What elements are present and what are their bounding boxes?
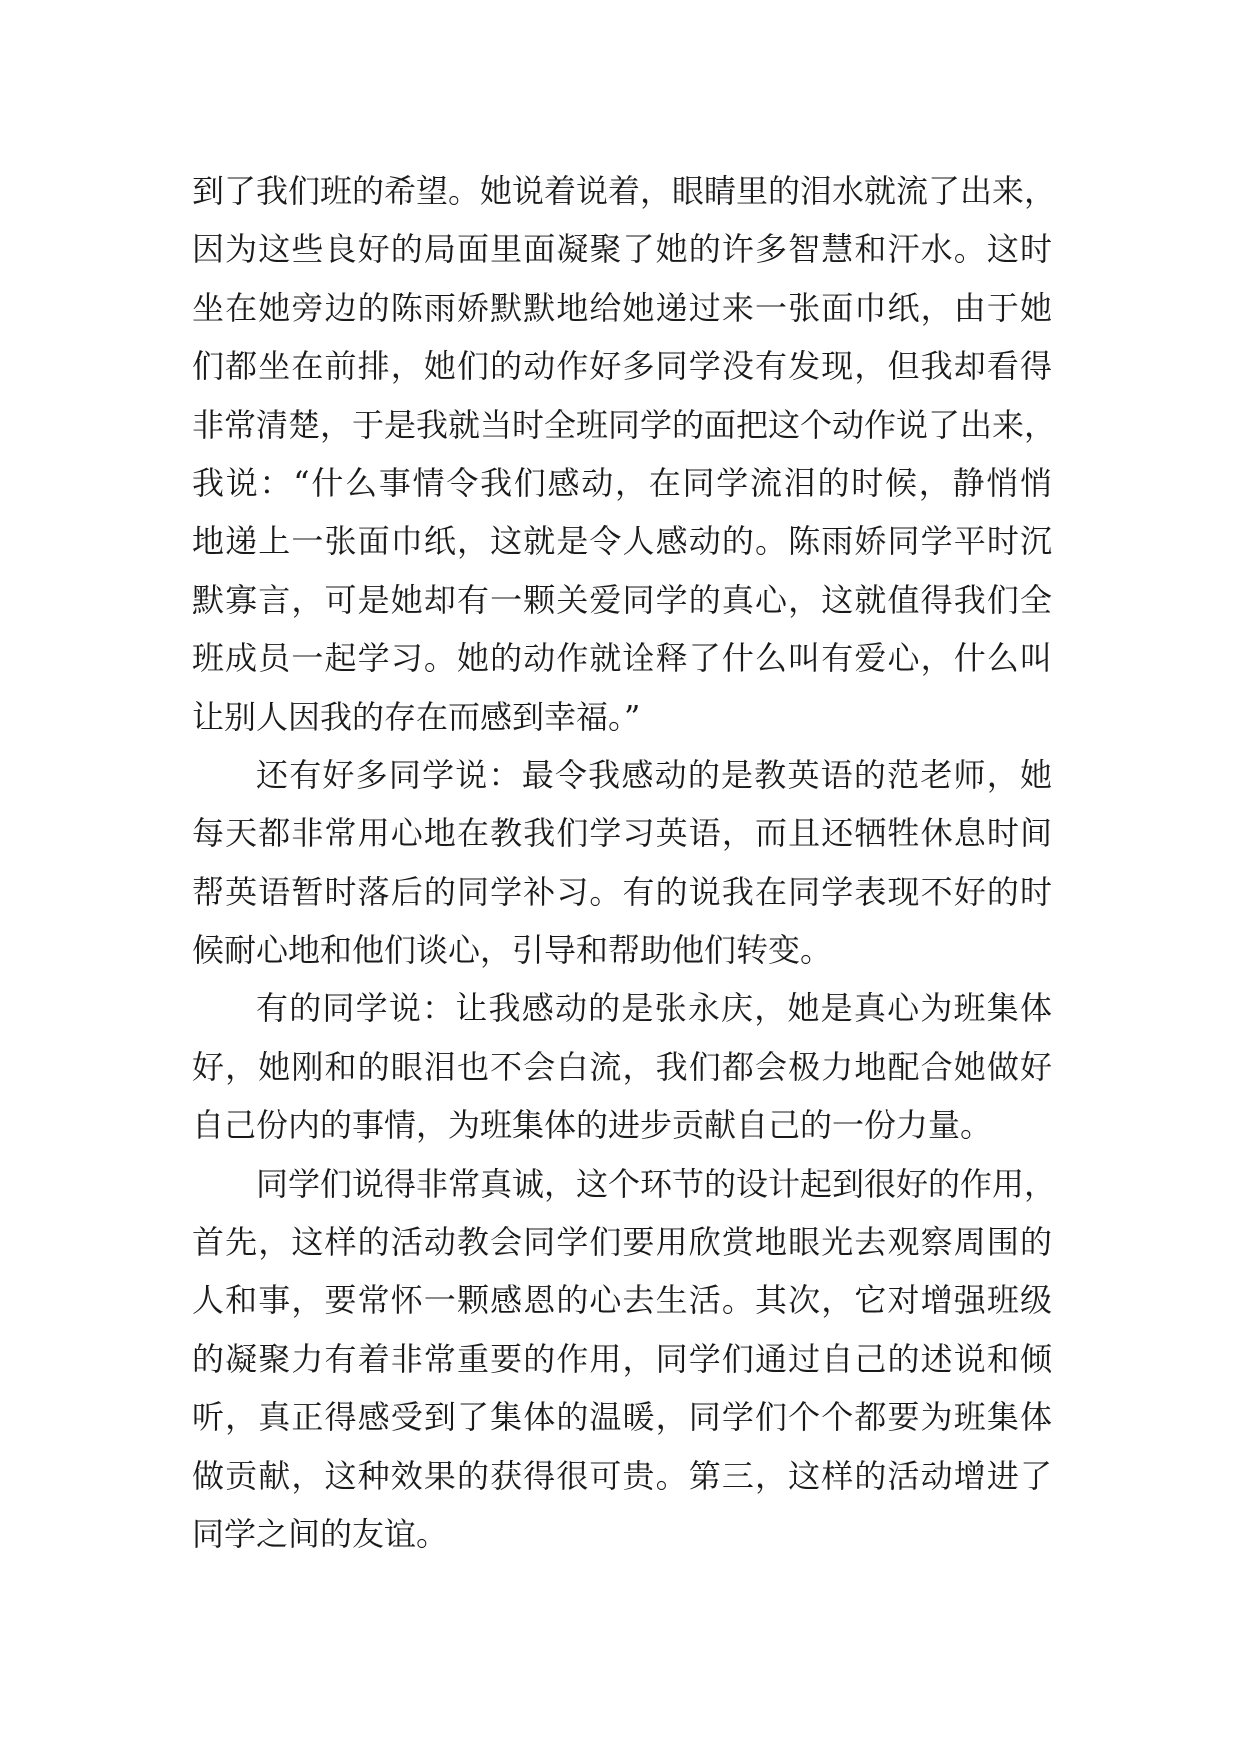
text-line: 听，真正得感受到了集体的温暖，同学们个个都要为班集体 bbox=[192, 1398, 1052, 1437]
text-line: 同学之间的友谊。 bbox=[192, 1514, 449, 1553]
text-line: 非常清楚，于是我就当时全班同学的面把这个动作说了出来， bbox=[192, 405, 1057, 444]
text-line: 的凝聚力有着非常重要的作用，同学们通过自己的述说和倾 bbox=[192, 1339, 1052, 1378]
text-line: 做贡献，这种效果的获得很可贵。第三，这样的活动增进了 bbox=[192, 1456, 1052, 1495]
text-line: 地递上一张面巾纸，这就是令人感动的。陈雨娇同学平时沉 bbox=[192, 522, 1052, 561]
body-text bbox=[192, 162, 1057, 1563]
text-line: 候耐心地和他们谈心，引导和帮助他们转变。 bbox=[192, 931, 833, 970]
text-line: 自己份内的事情，为班集体的进步贡献自己的一份力量。 bbox=[192, 1106, 993, 1145]
text-line: 班成员一起学习。她的动作就诠释了什么叫有爱心，什么叫 bbox=[192, 639, 1052, 678]
text-line: 默寡言，可是她却有一颗关爱同学的真心，这就值得我们全 bbox=[192, 580, 1052, 619]
text-line: 好，她刚和的眼泪也不会白流，我们都会极力地配合她做好 bbox=[192, 1047, 1052, 1086]
text-line: 还有好多同学说：最令我感动的是教英语的范老师，她 bbox=[256, 755, 1052, 794]
text-line: 因为这些良好的局面里面凝聚了她的许多智慧和汗水。这时 bbox=[192, 230, 1052, 269]
text-line: 我说：“什么事情令我们感动，在同学流泪的时候，静悄悄 bbox=[192, 463, 1052, 502]
text-line: 坐在她旁边的陈雨娇默默地给她递过来一张面巾纸，由于她 bbox=[192, 288, 1052, 327]
text-line: 首先，这样的活动教会同学们要用欣赏地眼光去观察周围的 bbox=[192, 1223, 1052, 1262]
text-line: 同学们说得非常真诚，这个环节的设计起到很好的作用， bbox=[256, 1164, 1057, 1203]
text-line: 让别人因我的存在而感到幸福。” bbox=[192, 697, 641, 736]
text-line: 有的同学说：让我感动的是张永庆，她是真心为班集体 bbox=[256, 989, 1052, 1028]
text-line: 人和事，要常怀一颗感恩的心去生活。其次，它对增强班级 bbox=[192, 1281, 1052, 1320]
text-line: 每天都非常用心地在教我们学习英语，而且还牺牲休息时间 bbox=[192, 814, 1052, 853]
text-line: 帮英语暂时落后的同学补习。有的说我在同学表现不好的时 bbox=[192, 872, 1052, 911]
text-line: 们都坐在前排，她们的动作好多同学没有发现，但我却看得 bbox=[192, 347, 1052, 386]
text-line: 到了我们班的希望。她说着说着，眼睛里的泪水就流了出来， bbox=[192, 172, 1057, 210]
